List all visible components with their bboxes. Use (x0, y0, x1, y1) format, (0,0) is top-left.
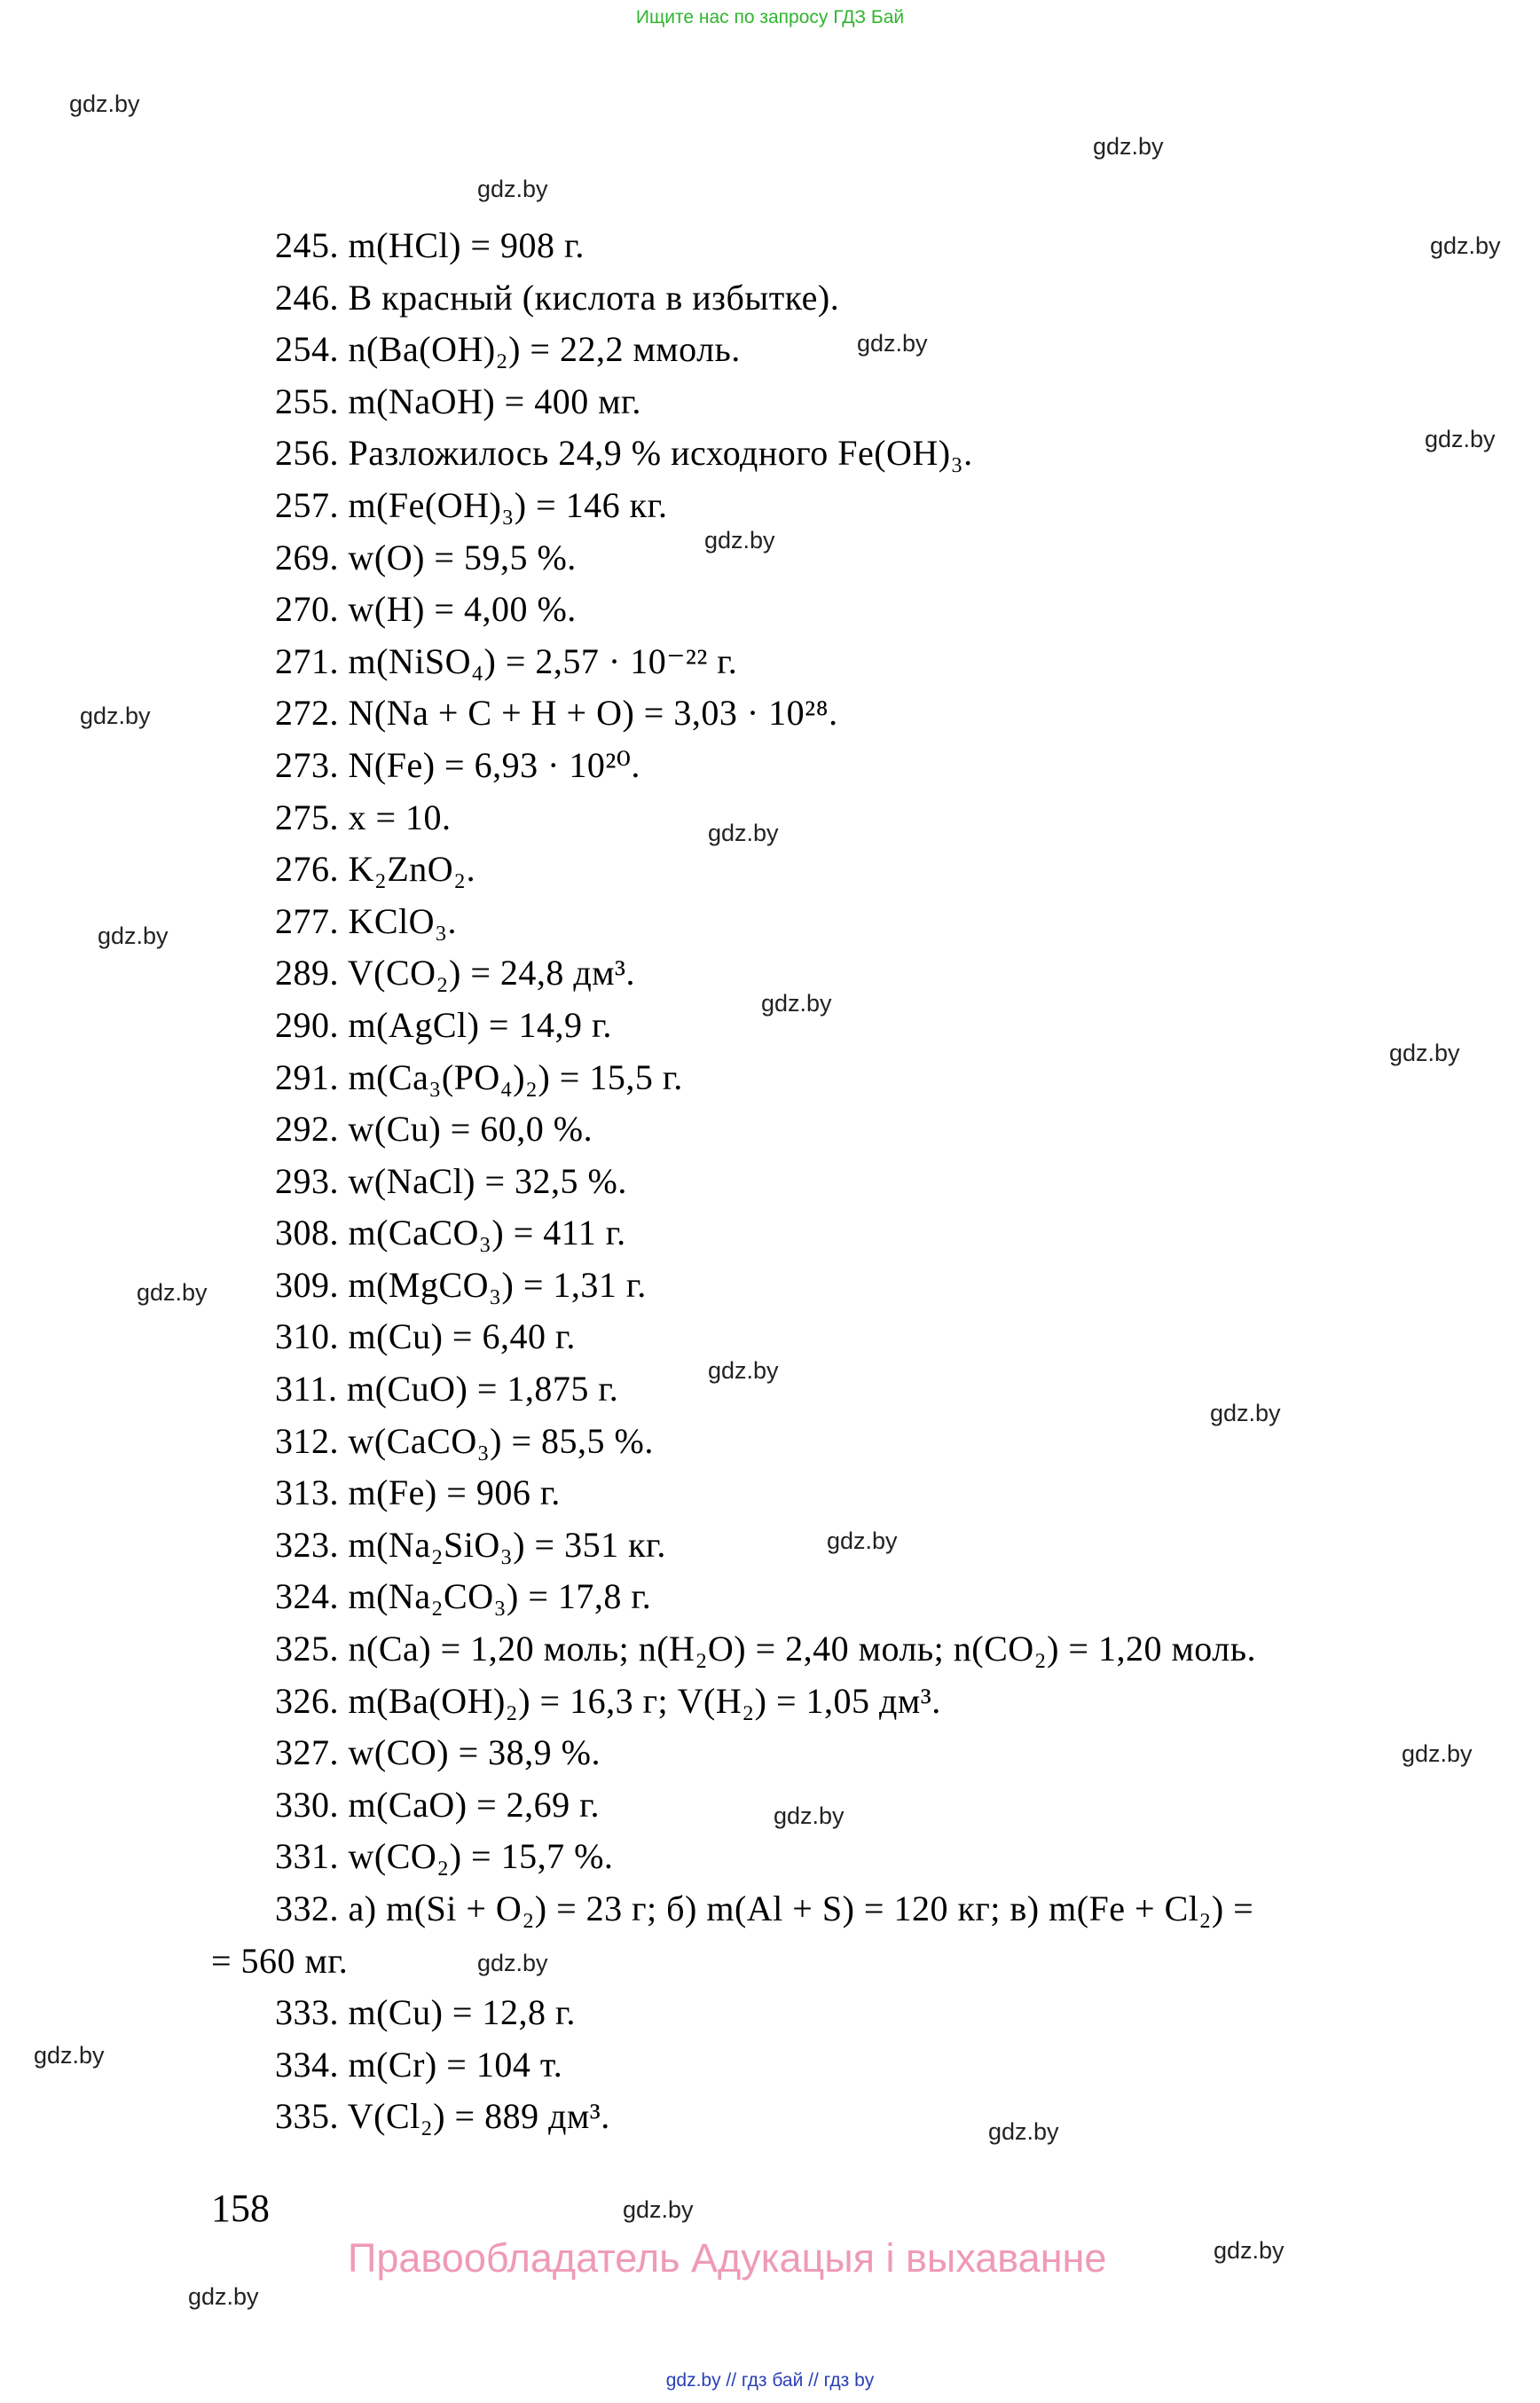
watermark: gdz.by (1210, 1400, 1281, 1426)
watermark: gdz.by (1402, 1740, 1473, 1767)
watermark: gdz.by (774, 1802, 845, 1829)
answer-line: 335. V(Cl₂) = 889 дм³. (275, 2096, 610, 2137)
answer-line: 254. n(Ba(OH)₂) = 22,2 ммоль. (275, 329, 741, 370)
watermark: gdz.by (761, 990, 832, 1017)
watermark: gdz.by (477, 1950, 548, 1976)
answer-line: 326. m(Ba(OH)₂) = 16,3 г; V(H₂) = 1,05 дм³. (275, 1680, 941, 1721)
answer-line: 310. m(Cu) = 6,40 г. (275, 1316, 576, 1357)
answer-line: 309. m(MgCO₃) = 1,31 г. (275, 1264, 647, 1305)
watermark: gdz.by (1214, 2237, 1285, 2264)
watermark: gdz.by (137, 1279, 208, 1306)
watermark: gdz.by (34, 2042, 105, 2069)
answer-line: 255. m(NaOH) = 400 мг. (275, 381, 641, 421)
footer-links[interactable]: gdz.by // гдз бай // гдз by (665, 2370, 875, 2391)
top-banner[interactable]: Ищите нас по запросу ГДЗ Бай (635, 7, 905, 27)
answer-line: 273. N(Fe) = 6,93 · 10²⁰. (275, 744, 640, 785)
watermark: gdz.by (1389, 1040, 1460, 1066)
answer-line: 323. m(Na₂SiO₃) = 351 кг. (275, 1524, 666, 1565)
answer-line: 275. x = 10. (275, 797, 452, 837)
answer-line: 333. m(Cu) = 12,8 г. (275, 1992, 576, 2033)
watermark: gdz.by (1430, 232, 1501, 259)
watermark: gdz.by (988, 2118, 1059, 2145)
answer-line: 292. w(Cu) = 60,0 %. (275, 1109, 593, 1150)
answer-line: 246. В красный (кислота в избытке). (275, 277, 840, 318)
watermark: gdz.by (827, 1527, 898, 1554)
answer-line: 272. N(Na + C + H + O) = 3,03 · 10²⁸. (275, 693, 838, 734)
answer-line: 334. m(Cr) = 104 т. (275, 2044, 563, 2085)
answer-line: 276. K₂ZnO₂. (275, 849, 476, 890)
answer-line: 325. n(Ca) = 1,20 моль; n(H₂O) = 2,40 моль; n(CO₂) = 1,20 моль. (275, 1629, 1256, 1669)
answer-line: 330. m(CaO) = 2,69 г. (275, 1784, 601, 1825)
watermark: gdz.by (623, 2196, 694, 2223)
answer-line: 269. w(O) = 59,5 %. (275, 537, 577, 577)
answer-line: 313. m(Fe) = 906 г. (275, 1472, 561, 1513)
answer-line: 256. Разложилось 24,9 % исходного Fe(OH)₃. (275, 433, 973, 474)
watermark: gdz.by (704, 527, 775, 554)
answer-line: 271. m(NiSO₄) = 2,57 · 10⁻²² г. (275, 640, 738, 681)
watermark: gdz.by (69, 90, 140, 117)
answer-line: 291. m(Ca₃(PO₄)₂) = 15,5 г. (275, 1056, 683, 1097)
watermark: gdz.by (188, 2283, 259, 2310)
watermark: gdz.by (857, 330, 928, 357)
copyright-notice: Правообладатель Адукацыя і выхаванне (348, 2235, 1107, 2281)
answer-line: 245. m(HCl) = 908 г. (275, 225, 585, 265)
answer-line: 277. KClO₃. (275, 900, 458, 941)
watermark: gdz.by (80, 703, 151, 729)
watermark: gdz.by (477, 176, 548, 202)
answer-line: 332. а) m(Si + O₂) = 23 г; б) m(Al + S) = 120 кг; в) m(Fe + Cl₂) = (275, 1889, 1254, 1928)
answer-line: 324. m(Na₂CO₃) = 17,8 г. (275, 1576, 652, 1617)
answer-line: 331. w(CO₂) = 15,7 %. (275, 1836, 614, 1877)
page-number: 158 (211, 2187, 270, 2230)
answer-line: 327. w(CO) = 38,9 %. (275, 1732, 601, 1773)
watermark: gdz.by (708, 1357, 779, 1384)
answer-line: 257. m(Fe(OH)₃) = 146 кг. (275, 484, 668, 525)
answer-line: 312. w(CaCO₃) = 85,5 %. (275, 1420, 654, 1461)
watermark: gdz.by (98, 923, 169, 949)
answer-line: 311. m(CuO) = 1,875 г. (275, 1369, 619, 1410)
watermark: gdz.by (708, 820, 779, 846)
watermark: gdz.by (1425, 426, 1496, 452)
answer-line: 270. w(H) = 4,00 %. (275, 589, 577, 630)
answers-list (211, 220, 1446, 2143)
answer-line-continuation: = 560 мг. (211, 1940, 349, 1981)
answer-line: 289. V(CO₂) = 24,8 дм³. (275, 953, 636, 993)
watermark: gdz.by (1093, 133, 1164, 160)
answer-line: 308. m(CaCO₃) = 411 г. (275, 1213, 626, 1253)
answer-line: 290. m(AgCl) = 14,9 г. (275, 1004, 612, 1045)
answer-line: 293. w(NaCl) = 32,5 %. (275, 1160, 627, 1201)
